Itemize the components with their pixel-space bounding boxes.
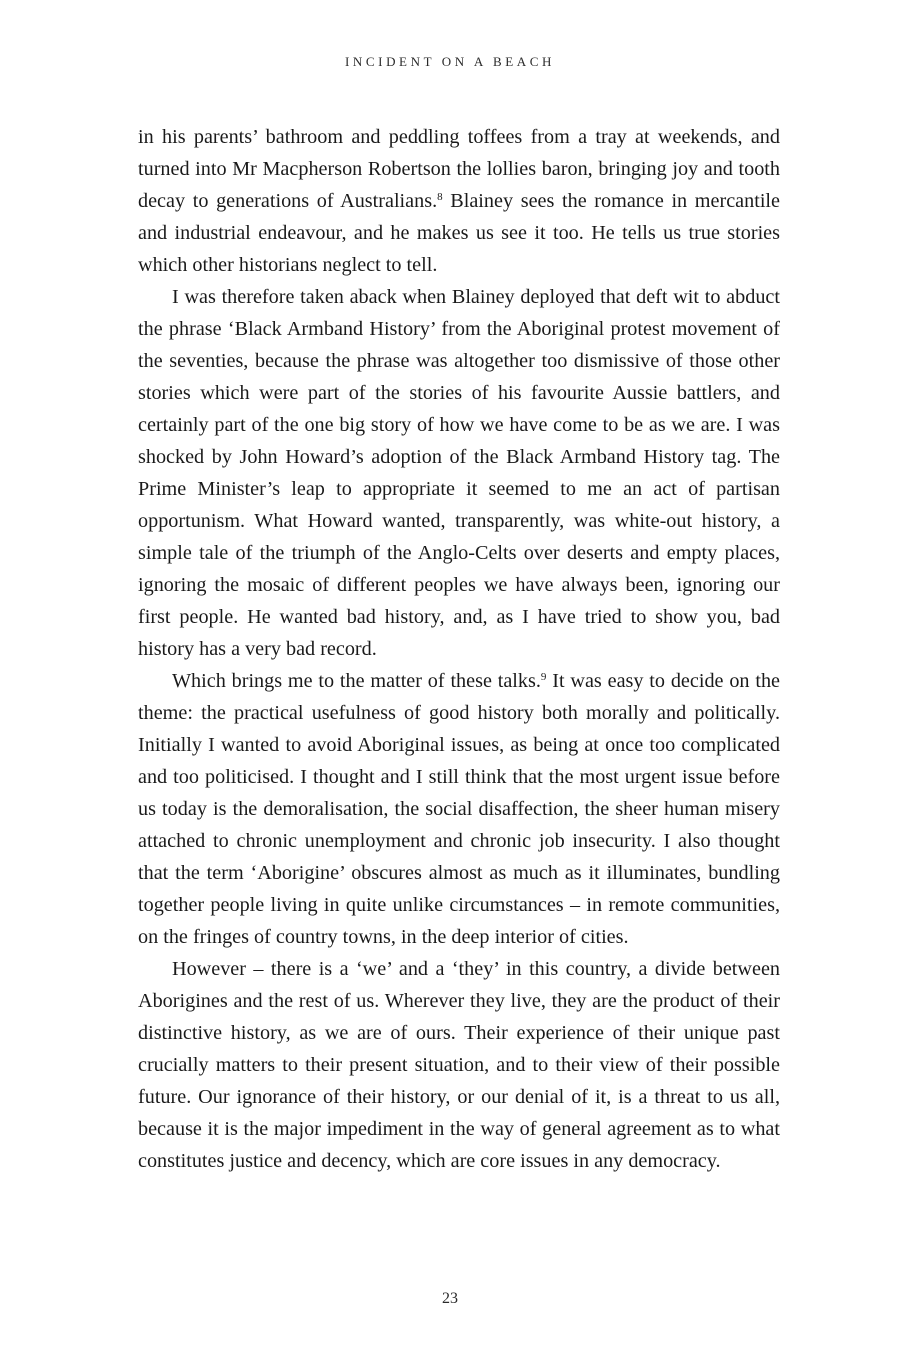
paragraph-1-text-a: in his parents’ bathroom and peddling toffees from a tray at weekends, and turned into Mr Macpherson Robertson the lollies baron, bringing joy and tooth decay to generations of Australians. [138,126,780,212]
paragraph-2 [138,281,780,665]
paragraph-4 [138,953,780,1177]
paragraph-4-text: However – there is a ‘we’ and a ‘they’ in this country, a divide between Aborigines and the rest of us. Wherever they live, they are the product of their distinctive history, as we are of ours. Their experience of their unique past crucially matters to their present situation, and to their view of their possible future. Our ignorance of their history, or our denial of it, is a threat to us all, because it is the major impediment in the way of general agreement as to what constitutes justice and decency, which are core issues in any democracy. [138,958,780,1172]
body-text [138,121,780,1177]
paragraph-3-text-b: It was easy to decide on the theme: the practical usefulness of good history both morally and politically. Initially I wanted to avoid Aboriginal issues, as being at once too complicated and too politicised. I thought and I still think that the most urgent issue before us today is the demoralisation, the social disaffection, the sheer human misery attached to chronic unemployment and chronic job insecurity. I also thought that the term ‘Aborigine’ obscures almost as much as it illuminates, bundling together people living in quite unlike circumstances – in remote communities, on the fringes of country towns, in the deep interior of cities. [138,670,781,948]
paragraph-1-text-b: Blainey sees the romance in mercantile and industrial endeavour, and he makes us see it too. He tells us true stories which other historians neglect to tell. [138,190,780,276]
running-head: INCIDENT ON A BEACH [344,54,556,69]
paragraph-3-text-a: Which brings me to the matter of these talks. [172,670,541,692]
page-number: 23 [442,1290,458,1307]
footnote-ref-9[interactable]: 9 [540,671,547,683]
footnote-ref-8[interactable]: 8 [437,191,443,203]
paragraph-1 [138,121,780,281]
paragraph-3 [138,665,780,953]
paragraph-2-text: I was therefore taken aback when Blainey deployed that deft wit to abduct the phrase ‘Black Armband History’ from the Aboriginal protest movement of the seventies, because the phrase was altogether too dismissive of those other stories which were part of the stories of his favourite Aussie battlers, and certainly part of the one big story of how we have come to be as we are. I was shocked by John Howard’s adoption of the Black Armband History tag. The Prime Minister’s leap to appropriate it seemed to me an act of partisan opportunism. What Howard wanted, transparently, was white-out history, a simple tale of the triumph of the Anglo-Celts over deserts and empty places, ignoring the mosaic of different peoples we have always been, ignoring our first people. He wanted bad history, and, as I have tried to show you, bad history has a very bad record. [138,286,780,660]
